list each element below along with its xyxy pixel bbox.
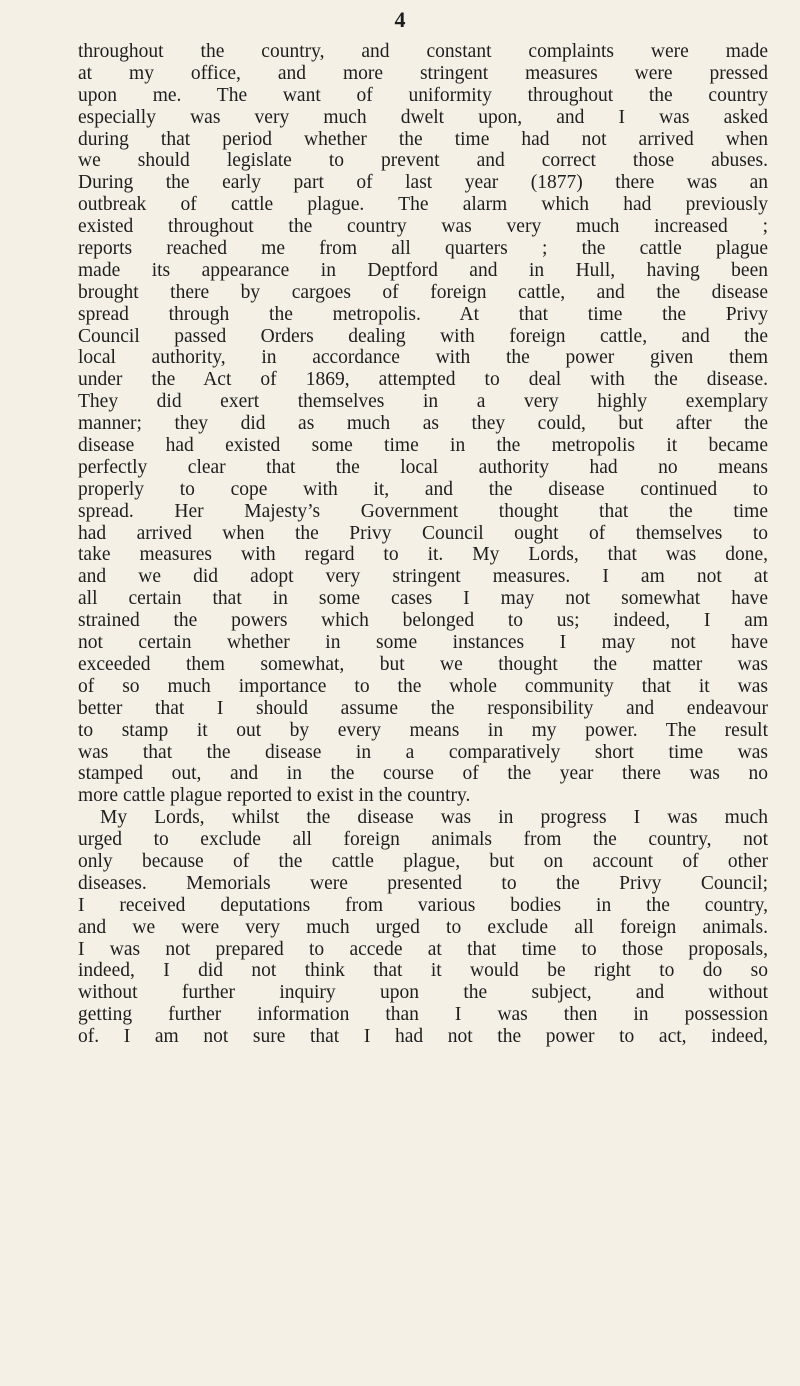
text-line: strained the powers which belonged to us; indeed, I am — [78, 610, 768, 632]
text-line: I was not prepared to accede at that time to those proposals, — [78, 938, 768, 960]
text-line: They did exert themselves in a very highly exemplary — [78, 391, 768, 413]
text-line: throughout the country, and constant complaints were made — [78, 41, 768, 62]
text-line: outbreak of cattle plague. The alarm which had previously — [78, 194, 768, 216]
text-line: local authority, in accordance with the power given them — [78, 347, 768, 369]
text-line: My Lords, whilst the disease was in progress I was much — [100, 807, 768, 829]
text-line: and we were very much urged to exclude all foreign animals. — [78, 916, 768, 938]
text-line: at my office, and more stringent measures were pressed — [78, 62, 768, 84]
text-line: not certain whether in some instances I may not have — [78, 632, 768, 654]
text-line: spread through the metropolis. At that time the Privy — [78, 303, 768, 325]
text-line: and we did adopt very stringent measures. I am not at — [78, 566, 768, 588]
text-line: upon me. The want of uniformity throughout the country — [78, 84, 768, 106]
text-line: urged to exclude all foreign animals from the country, not — [78, 829, 768, 851]
text-line: exceeded them somewhat, but we thought the matter was — [78, 653, 768, 675]
text-line: Council passed Orders dealing with foreign cattle, and the — [78, 325, 768, 347]
body-text — [78, 41, 768, 1048]
text-line: reports reached me from all quarters ; the cattle plague — [78, 238, 768, 260]
text-line: of. I am not sure that I had not the power to act, indeed, — [78, 1026, 768, 1048]
text-line: properly to cope with it, and the disease continued to — [78, 478, 768, 500]
text-line: manner; they did as much as they could, but after the — [78, 413, 768, 435]
text-line: existed throughout the country was very much increased ; — [78, 216, 768, 238]
text-line: getting further information than I was then in possession — [78, 1004, 768, 1026]
text-line: to stamp it out by every means in my power. The result — [78, 719, 768, 741]
text-line: take measures with regard to it. My Lords, that was done, — [78, 544, 768, 566]
text-line: during that period whether the time had not arrived when — [78, 128, 768, 150]
text-line: was that the disease in a comparatively short time was — [78, 741, 768, 763]
page-number: 4 — [394, 7, 406, 32]
text-line: disease had existed some time in the metropolis it became — [78, 435, 768, 457]
text-line: we should legislate to prevent and correct those abuses. — [78, 150, 768, 172]
text-line: During the early part of last year (1877) there was an — [78, 172, 768, 194]
text-line: made its appearance in Deptford and in Hull, having been — [78, 259, 768, 281]
text-line: all certain that in some cases I may not somewhat have — [78, 588, 768, 610]
text-line: had arrived when the Privy Council ought of themselves to — [78, 522, 768, 544]
text-line: of so much importance to the whole community that it was — [78, 675, 768, 697]
text-line: only because of the cattle plague, but on account of other — [78, 850, 768, 872]
text-line: especially was very much dwelt upon, and I was asked — [78, 106, 768, 128]
text-line: spread. Her Majesty’s Government thought that the time — [78, 500, 768, 522]
text-line: perfectly clear that the local authority had no means — [78, 456, 768, 478]
text-line: I received deputations from various bodies in the country, — [78, 894, 768, 916]
text-line: diseases. Memorials were presented to the Privy Council; — [78, 872, 768, 894]
text-line: under the Act of 1869, attempted to deal with the disease. — [78, 369, 768, 391]
text-line: indeed, I did not think that it would be right to do so — [78, 960, 768, 982]
text-line: brought there by cargoes of foreign cattle, and the disease — [78, 281, 768, 303]
text-line: more cattle plague reported to exist in the country. — [78, 785, 471, 807]
text-line: stamped out, and in the course of the year there was no — [78, 763, 768, 785]
text-line: better that I should assume the responsibility and endeavour — [78, 697, 768, 719]
text-line: without further inquiry upon the subject, and without — [78, 982, 768, 1004]
